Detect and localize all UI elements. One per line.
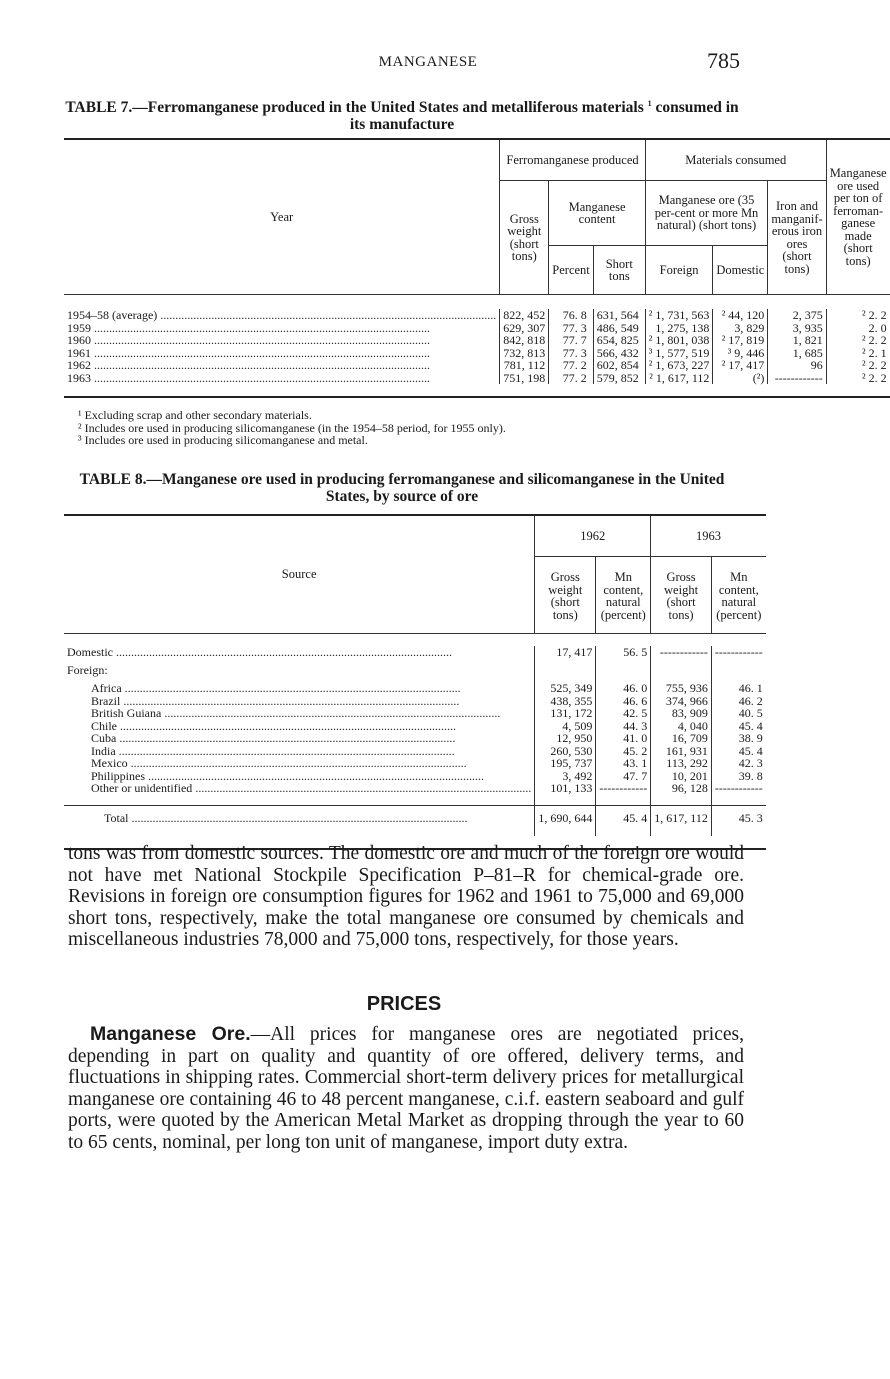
table7-cell-per-ton: ² 2. 2: [826, 334, 889, 347]
total-label-text: Total: [104, 810, 129, 825]
table8-cell-g63: [651, 664, 712, 682]
table7-cell-per-ton: 2. 0: [826, 322, 889, 335]
table7-row: [64, 372, 890, 385]
table7-cell-iron: 96: [768, 359, 826, 372]
table7-cell-pct: 77. 2: [549, 359, 593, 372]
table8-header-1963: 1963: [651, 515, 766, 557]
table7-cell-gross: 629, 307: [500, 322, 549, 335]
table8-total-m62: 45. 4: [596, 805, 651, 836]
table7-header-mn-content: Manganese content: [549, 181, 645, 246]
table7-cell-domestic: ² 44, 120: [713, 309, 768, 322]
table8-cell-g62: 17, 417: [535, 646, 596, 664]
table8-cell-g62: 260, 530: [535, 745, 596, 758]
run-in-heading: Manganese Ore.: [90, 1023, 251, 1045]
table8-header-source: Source: [64, 515, 535, 634]
table8-total-m63: 45. 3: [711, 805, 765, 836]
table7-cell-tons: 486, 549: [593, 322, 645, 335]
table8-cell-m63: 42. 3: [711, 757, 765, 770]
table7-cell-per-ton: ² 2. 1: [826, 347, 889, 360]
table7-cell-tons: 602, 854: [593, 359, 645, 372]
table8-cell-m62: 56. 5: [596, 646, 651, 664]
table7-rule: [64, 384, 890, 397]
leader-dots: [113, 645, 452, 659]
table8-cell-m62: 45. 2: [596, 745, 651, 758]
leader-dots: [129, 811, 468, 825]
table8-cell-g62: 4, 509: [535, 720, 596, 733]
table7-cell-iron: 1, 685: [768, 347, 826, 360]
table8-row: [64, 646, 766, 664]
table8-cell-m62: ------------: [596, 782, 651, 795]
table8-cell-g62: [535, 664, 596, 682]
table8-cell-m62: 44. 3: [596, 720, 651, 733]
table8-cell-m63: 46. 1: [711, 682, 765, 695]
table7-cell-tons: 631, 564: [593, 309, 645, 322]
table8-cell-m63: 39. 8: [711, 770, 765, 783]
table8-cell-m62: 41. 0: [596, 732, 651, 745]
table8-cell-g62: 195, 737: [535, 757, 596, 770]
source-label: Other or unidentified: [91, 781, 193, 795]
source-label: British Guiana: [91, 706, 162, 720]
table7-cell-foreign: 1, 275, 138: [645, 322, 713, 335]
table7-body: [64, 309, 890, 384]
table8-cell-g63: 4, 040: [651, 720, 712, 733]
table8-title-text: Manganese ore used in producing ferromanganese and silicomanganese in the United States, by source of ore: [162, 471, 725, 505]
table8-total-label: [64, 805, 535, 836]
table7-header-ferro-produced: Ferromanganese produced: [500, 139, 645, 181]
table7-cell-foreign: ² 1, 617, 112: [645, 372, 713, 385]
table7-cell-iron: 3, 935: [768, 322, 826, 335]
table7-spacer: [64, 295, 890, 310]
table8-cell-g63: 374, 966: [651, 695, 712, 708]
table7-cell-gross: 822, 452: [500, 309, 549, 322]
table8-cell-g63: 96, 128: [651, 782, 712, 795]
table8-cell-g62: 3, 492: [535, 770, 596, 783]
table8-cell-m62: 42. 5: [596, 707, 651, 720]
table8-cell-m62: 46. 0: [596, 682, 651, 695]
table7-header-iron-ores: Iron and manganif-erous iron ores (short tons): [768, 181, 826, 295]
table7-title-footnote-mark: 1: [647, 99, 652, 108]
table7-cell-tons: 566, 432: [593, 347, 645, 360]
table8-cell-g62: 438, 355: [535, 695, 596, 708]
table7-cell-pct: 76. 8: [549, 309, 593, 322]
table7-cell-pct: 77. 7: [549, 334, 593, 347]
table7-title-text: Ferromanganese produced in the United States and metalliferous materials: [147, 99, 644, 117]
table7-cell-foreign: ³ 1, 577, 519: [645, 347, 713, 360]
leader-dots: [192, 781, 531, 795]
table7-cell-gross: 781, 112: [500, 359, 549, 372]
table7-header-materials-consumed: Materials consumed: [645, 139, 826, 181]
table7-cell-foreign: ² 1, 801, 038: [645, 334, 713, 347]
table7-header-mn-per-ton: Manganese ore used per ton of ferroman-ganese made (short tons): [826, 139, 889, 295]
year-label: 1962: [67, 358, 91, 372]
table7-cell-domestic: ² 17, 819: [713, 334, 768, 347]
table7-header-domestic: Domestic: [713, 246, 768, 295]
table8: [64, 514, 766, 850]
table7-title: [62, 95, 742, 133]
source-label: Africa: [91, 681, 122, 695]
table8-cell-m63: ------------: [711, 782, 765, 795]
table8-source-cell: [64, 646, 535, 664]
table8-gap: [64, 795, 535, 806]
table8-cell-m62: 43. 1: [596, 757, 651, 770]
source-label: Mexico: [91, 756, 128, 770]
year-label: 1961: [67, 345, 91, 360]
table8-cell-m63: 46. 2: [711, 695, 765, 708]
table7-header-year: Year: [64, 139, 500, 295]
table7-cell-gross: 751, 198: [500, 372, 549, 385]
year-label: 1959: [67, 320, 91, 335]
table8-gap-cell: [651, 795, 712, 806]
table7-title-lead: TABLE 7.—: [65, 99, 148, 117]
paragraph-2-text: —All prices for manganese ores are negotiated prices, depending in part on quality and quantity of ore offered, delivery terms, and fluctuations in shipping rates. Commercial short-term delivery prices for metallurgical manganese ore containing 46 to 48 percent manganese, c.i.f. eastern seaboard and gulf ports, were quoted by the American Metal Market as dropping through the year to 60 to 65 cents, nominal, per long ton unit of manganese, import duty extra.: [68, 1024, 744, 1153]
table7-cell-per-ton: ² 2. 2: [826, 372, 889, 385]
table8-cell-g63: 113, 292: [651, 757, 712, 770]
table7-header-gross-weight: Gross weight (short tons): [500, 181, 549, 295]
table7-header-percent: Percent: [549, 246, 593, 295]
source-label: Foreign:: [67, 663, 108, 677]
table7-cell-pct: 77. 3: [549, 347, 593, 360]
table7-header-mn-ore: Manganese ore (35 per-cent or more Mn natural) (short tons): [645, 181, 768, 246]
table7-cell-domestic: ³ 9, 446: [713, 347, 768, 360]
table7-cell-iron: 1, 821: [768, 334, 826, 347]
table8-cell-m63: [711, 664, 765, 682]
table8-header-mn-1963: Mn content, natural (percent): [711, 557, 765, 634]
table7-cell-per-ton: ² 2. 2: [826, 359, 889, 372]
table8-gap-cell: [711, 795, 765, 806]
table8-row: [64, 782, 766, 795]
prices-heading: PRICES: [366, 993, 442, 1015]
table8-total-row: [64, 805, 766, 836]
table8-cell-g62: 525, 349: [535, 682, 596, 695]
table7-cell-tons: 579, 852: [593, 372, 645, 385]
table8-body: [64, 646, 766, 795]
table7-cell-foreign: ² 1, 731, 563: [645, 309, 713, 322]
table8-cell-g63: 83, 909: [651, 707, 712, 720]
table8-cell-m63: 38. 9: [711, 732, 765, 745]
table7-cell-domestic: ² 17, 417: [713, 359, 768, 372]
table8-cell-m62: [596, 664, 651, 682]
table8-title-lead: TABLE 8.—: [79, 471, 163, 488]
table7-cell-pct: 77. 2: [549, 372, 593, 385]
table8-cell-g62: 12, 950: [535, 732, 596, 745]
table7-cell-iron: 2, 375: [768, 309, 826, 322]
year-label: 1960: [67, 333, 91, 347]
table7-cell-domestic: (²): [713, 372, 768, 385]
table8-cell-m62: 47. 7: [596, 770, 651, 783]
table8-title: [62, 471, 742, 505]
table8-cell-m63: 40. 5: [711, 707, 765, 720]
table8-cell-m63: 45. 4: [711, 745, 765, 758]
year-label: 1963: [67, 370, 91, 385]
table8-cell-g63: ------------: [651, 646, 712, 664]
table7-cell-gross: 842, 818: [500, 334, 549, 347]
source-label: Brazil: [91, 693, 121, 708]
table7: [64, 138, 890, 398]
table7-cell-foreign: ² 1, 673, 227: [645, 359, 713, 372]
table8-cell-g63: 755, 936: [651, 682, 712, 695]
body-paragraph-1: tons was from domestic sources. The domestic ore and much of the foreign ore would not have met National Stockpile Specification P–81–R for chemical-grade ore. Revisions in foreign ore consumption figures for 1962 and 1961 to 75,000 and 69,000 short tons, respectively, make the total manganese ore consumed by chemicals and miscellaneous industries 78,000 and 75,000 tons, respectively, for those years.: [68, 843, 744, 950]
table7-cell-gross: 732, 813: [500, 347, 549, 360]
table8-cell-g63: 16, 709: [651, 732, 712, 745]
table8-cell-g62: 131, 172: [535, 707, 596, 720]
table7-cell-year: [64, 372, 500, 385]
source-label: India: [91, 743, 116, 758]
table8-header-gross-1963: Gross weight (short tons): [651, 557, 712, 634]
table8-source-cell: [64, 664, 535, 682]
table8-cell-m63: 45. 4: [711, 720, 765, 733]
table8-cell-g62: 101, 133: [535, 782, 596, 795]
table8-cell-g63: 161, 931: [651, 745, 712, 758]
table8-cell-m62: 46. 6: [596, 695, 651, 708]
table8-header-1962: 1962: [535, 515, 651, 557]
table7-header-foreign: Foreign: [645, 246, 713, 295]
table8-total-g62: 1, 690, 644: [535, 805, 596, 836]
table7-cell-tons: 654, 825: [593, 334, 645, 347]
leader-dots: [91, 371, 430, 385]
table7-cell-iron: ------------: [768, 372, 826, 385]
table7-footnotes: [78, 409, 506, 447]
running-head: [0, 48, 856, 74]
table7-title-tail: consumed in its manufacture: [349, 99, 739, 134]
year-label: 1954–58 (average): [67, 308, 158, 322]
table8-row: [64, 664, 766, 682]
body-paragraph-2: [68, 1024, 744, 1153]
page-number: 785: [707, 48, 740, 73]
footnote-1: ¹ Excluding scrap and other secondary materials.: [78, 408, 312, 422]
table7-cell-pct: 77. 3: [549, 322, 593, 335]
table7-cell-domestic: 3, 829: [713, 322, 768, 335]
table8-gap-cell: [535, 795, 596, 806]
table7-cell-per-ton: ² 2. 2: [826, 309, 889, 322]
source-label: Chile: [91, 718, 117, 733]
table8-cell-g63: 10, 201: [651, 770, 712, 783]
footnote-3: ³ Includes ore used in producing silicomanganese and metal.: [78, 433, 368, 447]
source-label: Domestic: [67, 645, 113, 659]
source-label: Cuba: [91, 731, 117, 745]
table8-header-mn-1962: Mn content, natural (percent): [596, 557, 651, 634]
table8-cell-m63: ------------: [711, 646, 765, 664]
table8-gap-cell: [596, 795, 651, 806]
source-label: Philippines: [91, 768, 146, 783]
table7-header-short-tons: Short tons: [593, 246, 645, 295]
table8-total-g63: 1, 617, 112: [651, 805, 712, 836]
running-head-title: MANGANESE: [378, 54, 478, 70]
table8-header-gross-1962: Gross weight (short tons): [535, 557, 596, 634]
table8-source-cell: [64, 782, 535, 795]
footnote-2: ² Includes ore used in producing silicomanganese (in the 1954–58 period, for 1955 only).: [78, 420, 506, 435]
